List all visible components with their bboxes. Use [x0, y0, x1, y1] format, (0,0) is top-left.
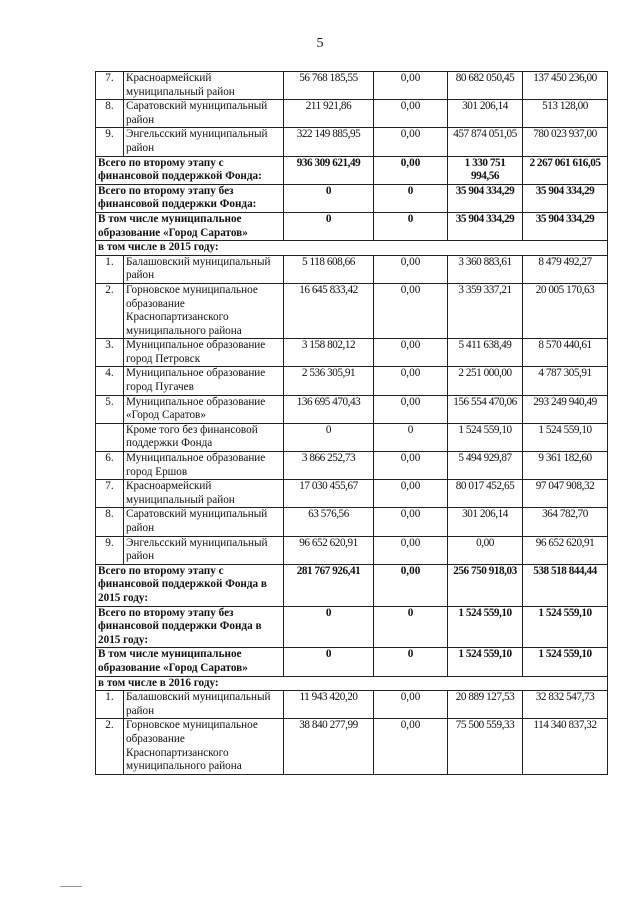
municipality-name: Саратовский муниципальный район	[124, 508, 284, 536]
total-label: Всего по второму этапу с финансовой поддержкой Фонда в 2015 году:	[96, 564, 284, 606]
total-row	[96, 212, 608, 240]
row-number: 9.	[96, 536, 124, 564]
row-number: 7.	[96, 72, 124, 100]
value-col1: 96 652 620,91	[284, 536, 374, 564]
table-row	[96, 536, 608, 564]
municipality-name: Энгельсский муниципальный район	[124, 128, 284, 156]
value-col4: 293 249 940,49	[523, 395, 608, 423]
table-row	[96, 508, 608, 536]
row-number: 9.	[96, 128, 124, 156]
value-col1: 5 118 608,66	[284, 255, 374, 283]
value-col2: 0,00	[374, 255, 448, 283]
page-number: 5	[316, 36, 324, 51]
row-number: 2.	[96, 283, 124, 338]
total-value-col3: 1 524 559,10	[448, 648, 523, 676]
value-col3: 1 524 559,10	[448, 423, 523, 451]
value-col4: 32 832 547,73	[523, 691, 608, 719]
value-col1: 0	[284, 423, 374, 451]
municipality-name: Энгельсский муниципальный район	[124, 536, 284, 564]
value-col3: 80 682 050,45	[448, 72, 523, 100]
value-col4: 97 047 908,32	[523, 480, 608, 508]
total-value-col1: 0	[284, 212, 374, 240]
total-value-col2: 0,00	[374, 156, 448, 184]
value-col1: 56 768 185,55	[284, 72, 374, 100]
total-value-col3: 1 330 751 994,56	[448, 156, 523, 184]
table-row	[96, 283, 608, 338]
table-row	[96, 128, 608, 156]
value-col3: 301 206,14	[448, 100, 523, 128]
value-col3: 0,00	[448, 536, 523, 564]
value-col2: 0,00	[374, 452, 448, 480]
municipality-name: Красноармейский муниципальный район	[124, 72, 284, 100]
total-label: Всего по второму этапу без финансовой поддержки Фонда:	[96, 184, 284, 212]
value-col1: 322 149 885,95	[284, 128, 374, 156]
total-label: В том числе муниципальное образование «Город Саратов»	[96, 212, 284, 240]
value-col4: 8 479 492,27	[523, 255, 608, 283]
value-col4: 364 782,70	[523, 508, 608, 536]
total-value-col4: 35 904 334,29	[523, 212, 608, 240]
total-value-col2: 0,00	[374, 564, 448, 606]
total-value-col1: 0	[284, 606, 374, 648]
budget-table-body	[96, 72, 608, 775]
section-heading-row	[96, 241, 608, 256]
value-col2: 0,00	[374, 536, 448, 564]
value-col4: 513 128,00	[523, 100, 608, 128]
value-col4: 1 524 559,10	[523, 423, 608, 451]
value-col1: 2 536 305,91	[284, 367, 374, 395]
value-col3: 80 017 452,65	[448, 480, 523, 508]
municipality-name: Муниципальное образование город Петровск	[124, 339, 284, 367]
section-heading: в том числе в 2015 году:	[96, 241, 608, 256]
total-value-col3: 256 750 918,03	[448, 564, 523, 606]
total-label: Всего по второму этапу с финансовой поддержкой Фонда:	[96, 156, 284, 184]
total-row	[96, 606, 608, 648]
municipality-name: Саратовский муниципальный район	[124, 100, 284, 128]
value-col3: 301 206,14	[448, 508, 523, 536]
total-row	[96, 156, 608, 184]
total-value-col3: 1 524 559,10	[448, 606, 523, 648]
total-value-col2: 0	[374, 648, 448, 676]
value-col1: 11 943 420,20	[284, 691, 374, 719]
value-col2: 0,00	[374, 719, 448, 774]
value-col2: 0,00	[374, 283, 448, 338]
total-row	[96, 564, 608, 606]
table-row	[96, 691, 608, 719]
value-col4: 96 652 620,91	[523, 536, 608, 564]
section-heading: в том числе в 2016 году:	[96, 676, 608, 691]
total-row	[96, 648, 608, 676]
row-number: 7.	[96, 480, 124, 508]
value-col1: 3 158 802,12	[284, 339, 374, 367]
value-col2: 0,00	[374, 100, 448, 128]
table-row	[96, 367, 608, 395]
row-number: 4.	[96, 367, 124, 395]
footer-mark	[60, 886, 82, 887]
total-value-col2: 0	[374, 212, 448, 240]
row-number: 8.	[96, 508, 124, 536]
municipality-name: Муниципальное образование «Город Саратов»	[124, 395, 284, 423]
table-row	[96, 480, 608, 508]
table-row	[96, 255, 608, 283]
value-col3: 3 359 337,21	[448, 283, 523, 338]
value-col3: 5 494 929,87	[448, 452, 523, 480]
value-col2: 0,00	[374, 691, 448, 719]
total-value-col1: 281 767 926,41	[284, 564, 374, 606]
total-value-col4: 1 524 559,10	[523, 648, 608, 676]
municipality-name: Муниципальное образование город Пугачев	[124, 367, 284, 395]
row-number: 5.	[96, 395, 124, 423]
total-value-col1: 936 309 621,49	[284, 156, 374, 184]
total-value-col2: 0	[374, 606, 448, 648]
row-number	[96, 423, 124, 451]
total-value-col1: 0	[284, 648, 374, 676]
table-row	[96, 423, 608, 451]
value-col4: 4 787 305,91	[523, 367, 608, 395]
total-value-col4: 2 267 061 616,05	[523, 156, 608, 184]
value-col1: 38 840 277,99	[284, 719, 374, 774]
municipality-name: Балашовский муниципальный район	[124, 255, 284, 283]
value-col1: 63 576,56	[284, 508, 374, 536]
municipality-name: Красноармейский муниципальный район	[124, 480, 284, 508]
municipality-name: Балашовский муниципальный район	[124, 691, 284, 719]
budget-table	[95, 71, 608, 775]
value-col1: 211 921,86	[284, 100, 374, 128]
value-col4: 9 361 182,60	[523, 452, 608, 480]
value-col3: 3 360 883,61	[448, 255, 523, 283]
value-col2: 0	[374, 423, 448, 451]
municipality-name: Муниципальное образование город Ершов	[124, 452, 284, 480]
value-col1: 16 645 833,42	[284, 283, 374, 338]
value-col4: 137 450 236,00	[523, 72, 608, 100]
value-col4: 780 023 937,00	[523, 128, 608, 156]
row-number: 2.	[96, 719, 124, 774]
value-col1: 136 695 470,43	[284, 395, 374, 423]
total-value-col4: 35 904 334,29	[523, 184, 608, 212]
value-col2: 0,00	[374, 395, 448, 423]
row-number: 6.	[96, 452, 124, 480]
row-number: 8.	[96, 100, 124, 128]
total-row	[96, 184, 608, 212]
value-col2: 0,00	[374, 128, 448, 156]
value-col3: 20 889 127,53	[448, 691, 523, 719]
value-col3: 75 500 559,33	[448, 719, 523, 774]
value-col2: 0,00	[374, 339, 448, 367]
value-col4: 114 340 837,32	[523, 719, 608, 774]
table-row	[96, 395, 608, 423]
municipality-name: Горновское муниципальное образование Краснопартизанского муниципального района	[124, 719, 284, 774]
total-value-col4: 1 524 559,10	[523, 606, 608, 648]
table-row	[96, 72, 608, 100]
value-col3: 5 411 638,49	[448, 339, 523, 367]
table-row	[96, 339, 608, 367]
section-heading-row	[96, 676, 608, 691]
municipality-name: Кроме того без финансовой поддержки Фонда	[124, 423, 284, 451]
value-col1: 17 030 455,67	[284, 480, 374, 508]
table-row	[96, 719, 608, 774]
value-col4: 8 570 440,61	[523, 339, 608, 367]
value-col4: 20 005 170,63	[523, 283, 608, 338]
value-col3: 156 554 470,06	[448, 395, 523, 423]
row-number: 3.	[96, 339, 124, 367]
total-value-col3: 35 904 334,29	[448, 184, 523, 212]
row-number: 1.	[96, 255, 124, 283]
table-row	[96, 452, 608, 480]
value-col2: 0,00	[374, 367, 448, 395]
municipality-name: Горновское муниципальное образование Краснопартизанского муниципального района	[124, 283, 284, 338]
total-value-col3: 35 904 334,29	[448, 212, 523, 240]
value-col2: 0,00	[374, 480, 448, 508]
value-col2: 0,00	[374, 72, 448, 100]
total-value-col2: 0	[374, 184, 448, 212]
value-col2: 0,00	[374, 508, 448, 536]
total-value-col1: 0	[284, 184, 374, 212]
value-col1: 3 866 252,73	[284, 452, 374, 480]
value-col3: 457 874 051,05	[448, 128, 523, 156]
total-value-col4: 538 518 844,44	[523, 564, 608, 606]
total-label: Всего по второму этапу без финансовой поддержки Фонда в 2015 году:	[96, 606, 284, 648]
table-row	[96, 100, 608, 128]
total-label: В том числе муниципальное образование «Город Саратов»	[96, 648, 284, 676]
value-col3: 2 251 000,00	[448, 367, 523, 395]
row-number: 1.	[96, 691, 124, 719]
